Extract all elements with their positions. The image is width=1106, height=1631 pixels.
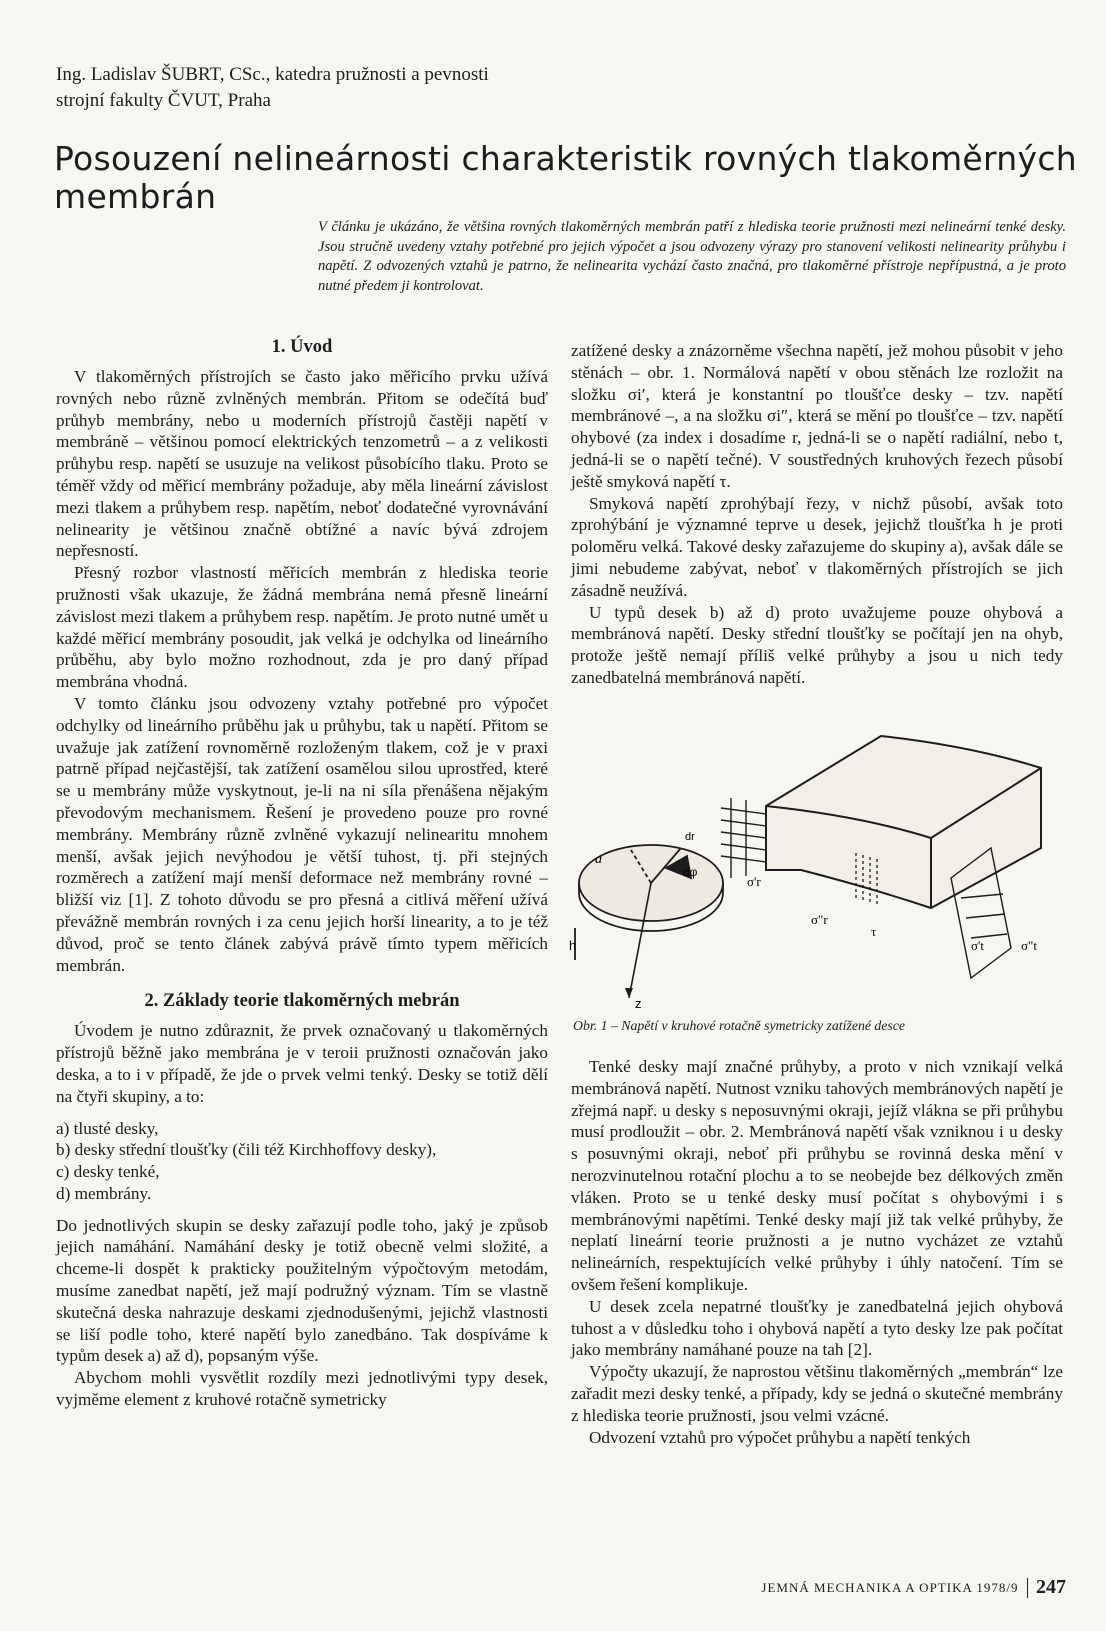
element-block [766,736,1041,908]
list-item: c) desky tenké, [56,1162,160,1182]
label-a: a [595,852,602,867]
paragraph: V tlakoměrných přístrojích se často jako měřicího prvku užívá rovných nebo různě zvlněných membrán. Přitom se odečítá buď průhyb membrány, nebo u moderních přístrojů častěji napětí v membráně – většinou pomocí elektrických tenzometrů – a z velikosti průhybu resp. napětí se usuzuje na velikost působícího tlaku. Proto se téměř vždy od měřicí membrány požaduje, aby měla lineární závislost mezi tlakem a průhybem resp. napětím, neboť dodatečné vyrovnávání nelinearity je většinou značně obtížné a navíc bývá zdrojem nepřesností. [56,367,548,561]
page-footer [746,1576,1066,1599]
footer-divider [1027,1578,1029,1598]
paragraph: V tomto článku jsou odvozeny vztahy potřebné pro výpočet odchylky od lineárního průběhu jak u průhybu, tak u napětí. Přitom se uvažuje jak zatížení rovnoměrně rozloženým tlakem, což je v praxi patrně případ nejčastější, tak zatížení osamělou silou uprostřed, které se u membrány může vyskytnout, je-li na ni síla přenášena nějakým převodovým mechanismem. Řešení je provedeno pouze pro rovné membrány. Membrány různě zvlněné vykazují nelinearitu mnohem menší, avšak jejich nevýhodou je větší tuhost, tj. při stejných rozměrech a zatížení mají menší deformace než membrány rovné – bližší viz [1]. Z tohoto důvodu se pro přesná a citlivá měření užívá převážně membrán rovných i za cenu jejich horší linearity, a to je též důvod, proč se tento článek zabývá právě tímto typem měřicích membrán. [56,693,548,975]
label-sigma-r2: σ"r [811,912,828,927]
right-column-bottom [571,1056,1063,1448]
right-column-top [571,340,1063,689]
list-item: b) desky střední tloušťky (čili též Kirchhoffovy desky), [56,1140,437,1160]
author-line-2: strojní fakulty ČVUT, Praha [56,90,271,111]
label-z: z [635,996,642,1011]
page-number: 247 [1036,1576,1066,1598]
circular-plate [575,845,723,998]
author-block [56,62,489,114]
label-sigma-t2: σ"t [1021,938,1037,953]
paragraph: Smyková napětí zprohýbají řezy, v nichž působí, avšak toto zprohýbání je významné teprve u desek, jejichž tloušťka h je proti poloměru velká. Takové desky zařazujeme do skupiny a), avšak dále se jimi nebudeme zabývat, neboť v tlakoměrných přístrojích se jich zásadně neužívá. [571,493,1063,600]
paragraph: U desek zcela nepatrné tloušťky je zanedbatelná jejich ohybová tuhost a v důsledku toho i ohybová napětí a tyto desky lze pak počítat jako membrány namáhané pouze na tah [2]. [571,1296,1063,1360]
left-column [56,336,548,1411]
paragraph: Odvození vztahů pro výpočet průhybu a napětí tenkých [589,1427,971,1447]
paragraph: Abychom mohli vysvětlit rozdíly mezi jednotlivými typy desek, vyjměme element z kruhové rotačně symetricky [56,1368,548,1410]
paragraph: zatížené desky a znázorněme všechna napětí, jež mohou působit v jeho stěnách – obr. 1. Normálová napětí v obou stěnách lze rozložit na složku σi′, která je konstantní po tloušťce desky – tzv. napětí membránové –, a na složku σi″, která se mění po tloušťce – tzv. napětí ohybové (za index i dosadíme r, jedná-li se o napětí radiální, nebo t, jedná-li se o napětí tečné). V soustředných kruhových řezech působí ještě smyková napětí τ. [571,341,1063,491]
paragraph: Výpočty ukazují, že naprostou většinu tlakoměrných „membrán“ lze zařadit mezi desky tenké, a případy, kdy se jedná o skutečné membrány z hlediska teorie pružnosti, jsou velmi vzácné. [571,1362,1063,1425]
author-line-1: Ing. Ladislav ŠUBRT, CSc., katedra pružnosti a pevnosti [56,64,489,85]
plate-types-list [56,1118,548,1205]
journal-name: JEMNÁ MECHANIKA A OPTIKA 1978/9 [761,1579,1019,1595]
figure-caption: Obr. 1 – Napětí v kruhové rotačně symetricky zatížené desce [573,1018,906,1033]
paragraph: Přesný rozbor vlastností měřicích membrán z hlediska teorie pružnosti však ukazuje, že žádná membrána nemá přesně lineární závislost mezi tlakem a průhybem resp. napětím. Je proto nutné umět u každé měřicí membrány posoudit, jak velká je odchylka od lineárního průběhu, aby bylo možno rozhodnout, zda je pro daný případ membrána vhodná. [56,563,548,692]
section-2-heading: 2. Základy teorie tlakoměrných mebrán [144,991,460,1012]
label-dphi: dφ [683,865,698,879]
abstract: V článku je ukázáno, že většina rovných tlakoměrných membrán patří z hlediska teorie pružnosti mezi nelineární tenké desky. Jsou stručně uvedeny vztahy potřebné pro jejich výpočet a jsou odvozeny výrazy pro stanovení velikosti nelinearity průhybu i napětí. Z odvozených vztahů je patrno, že nelinearita vychází často značná, pro tlakoměrné přístroje nepřípustná, a je proto nutné předem ji kontrolovat. [318,219,1066,294]
paragraph: U typů desek b) až d) proto uvažujeme pouze ohybová a membránová napětí. Desky střední tloušťky se počítají jen na ohyb, protože ještě nemají příliš velké průhyby a jsou u nich tedy zanedbatelná membránová napětí. [571,602,1063,687]
label-sigma-t1: σ't [971,938,984,953]
paragraph: Do jednotlivých skupin se desky zařazují podle toho, jaký je způsob jejich namáhání. Namáhání desky je totiž obecně velmi složité, a chceme-li dospět k prakticky použitelným výpočtovým metodám, musíme zanedbat napětí, jež mají podružný význam. Tím se vlastně skutečná deska nahrazuje deskami zjednodušenými, jejichž vlastnosti se liší podle toho, které napětí bylo zanedbáno. Tak dospíváme k typům desek a) až d), popsaným výše. [56,1215,548,1366]
label-dr: dr [685,831,695,843]
paragraph: Tenké desky mají značné průhyby, a proto v nich vznikají velká membránová napětí. Nutnost vzniku tahových membránových napětí je zřejmá např. u desky s neposuvnými okraji, jejíž vlákna se při průhybu musí prodloužit – obr. 2. Membránová napětí však vzniknou i u desky s posuvnými okraji, neboť při průhybu se rovinná deska mění v nerozvinutelnou rotační plochu a to se neobejde bez délkových změn vláken. Proto se u tenké desky musí počítat s ohybovými i s membránovými napětími. Tenké desky mají již tak velké průhyby, že neplatí lineární teorie pružnosti a je nutno vycházet ze vztahů nelineárních, respektujících velké průhyby i úhly natočení. Tím se ovšem řešení komplikuje. [571,1057,1063,1294]
article-title: Posouzení nelineárnosti charakteristik rovných tlakoměrných membrán [54,139,1077,216]
list-item: d) membrány. [56,1183,152,1203]
label-tau: τ [871,924,877,939]
stress-arrows-radial [721,798,766,878]
figure-1-diagram [571,728,1071,1018]
list-item: a) tlusté desky, [56,1118,159,1138]
paragraph: Úvodem je nutno zdůraznit, že prvek označovaný u tlakoměrných přístrojů běžně jako membrána je v teroii pružnosti označován jako deska, a to i v případě, že jde o prvek velmi tenký. Desky se totiž dělí na čtyři skupiny, a to: [56,1021,548,1106]
section-1-heading: 1. Úvod [271,337,333,357]
label-h: h [569,938,577,953]
label-sigma-r1: σ'r [747,874,761,889]
